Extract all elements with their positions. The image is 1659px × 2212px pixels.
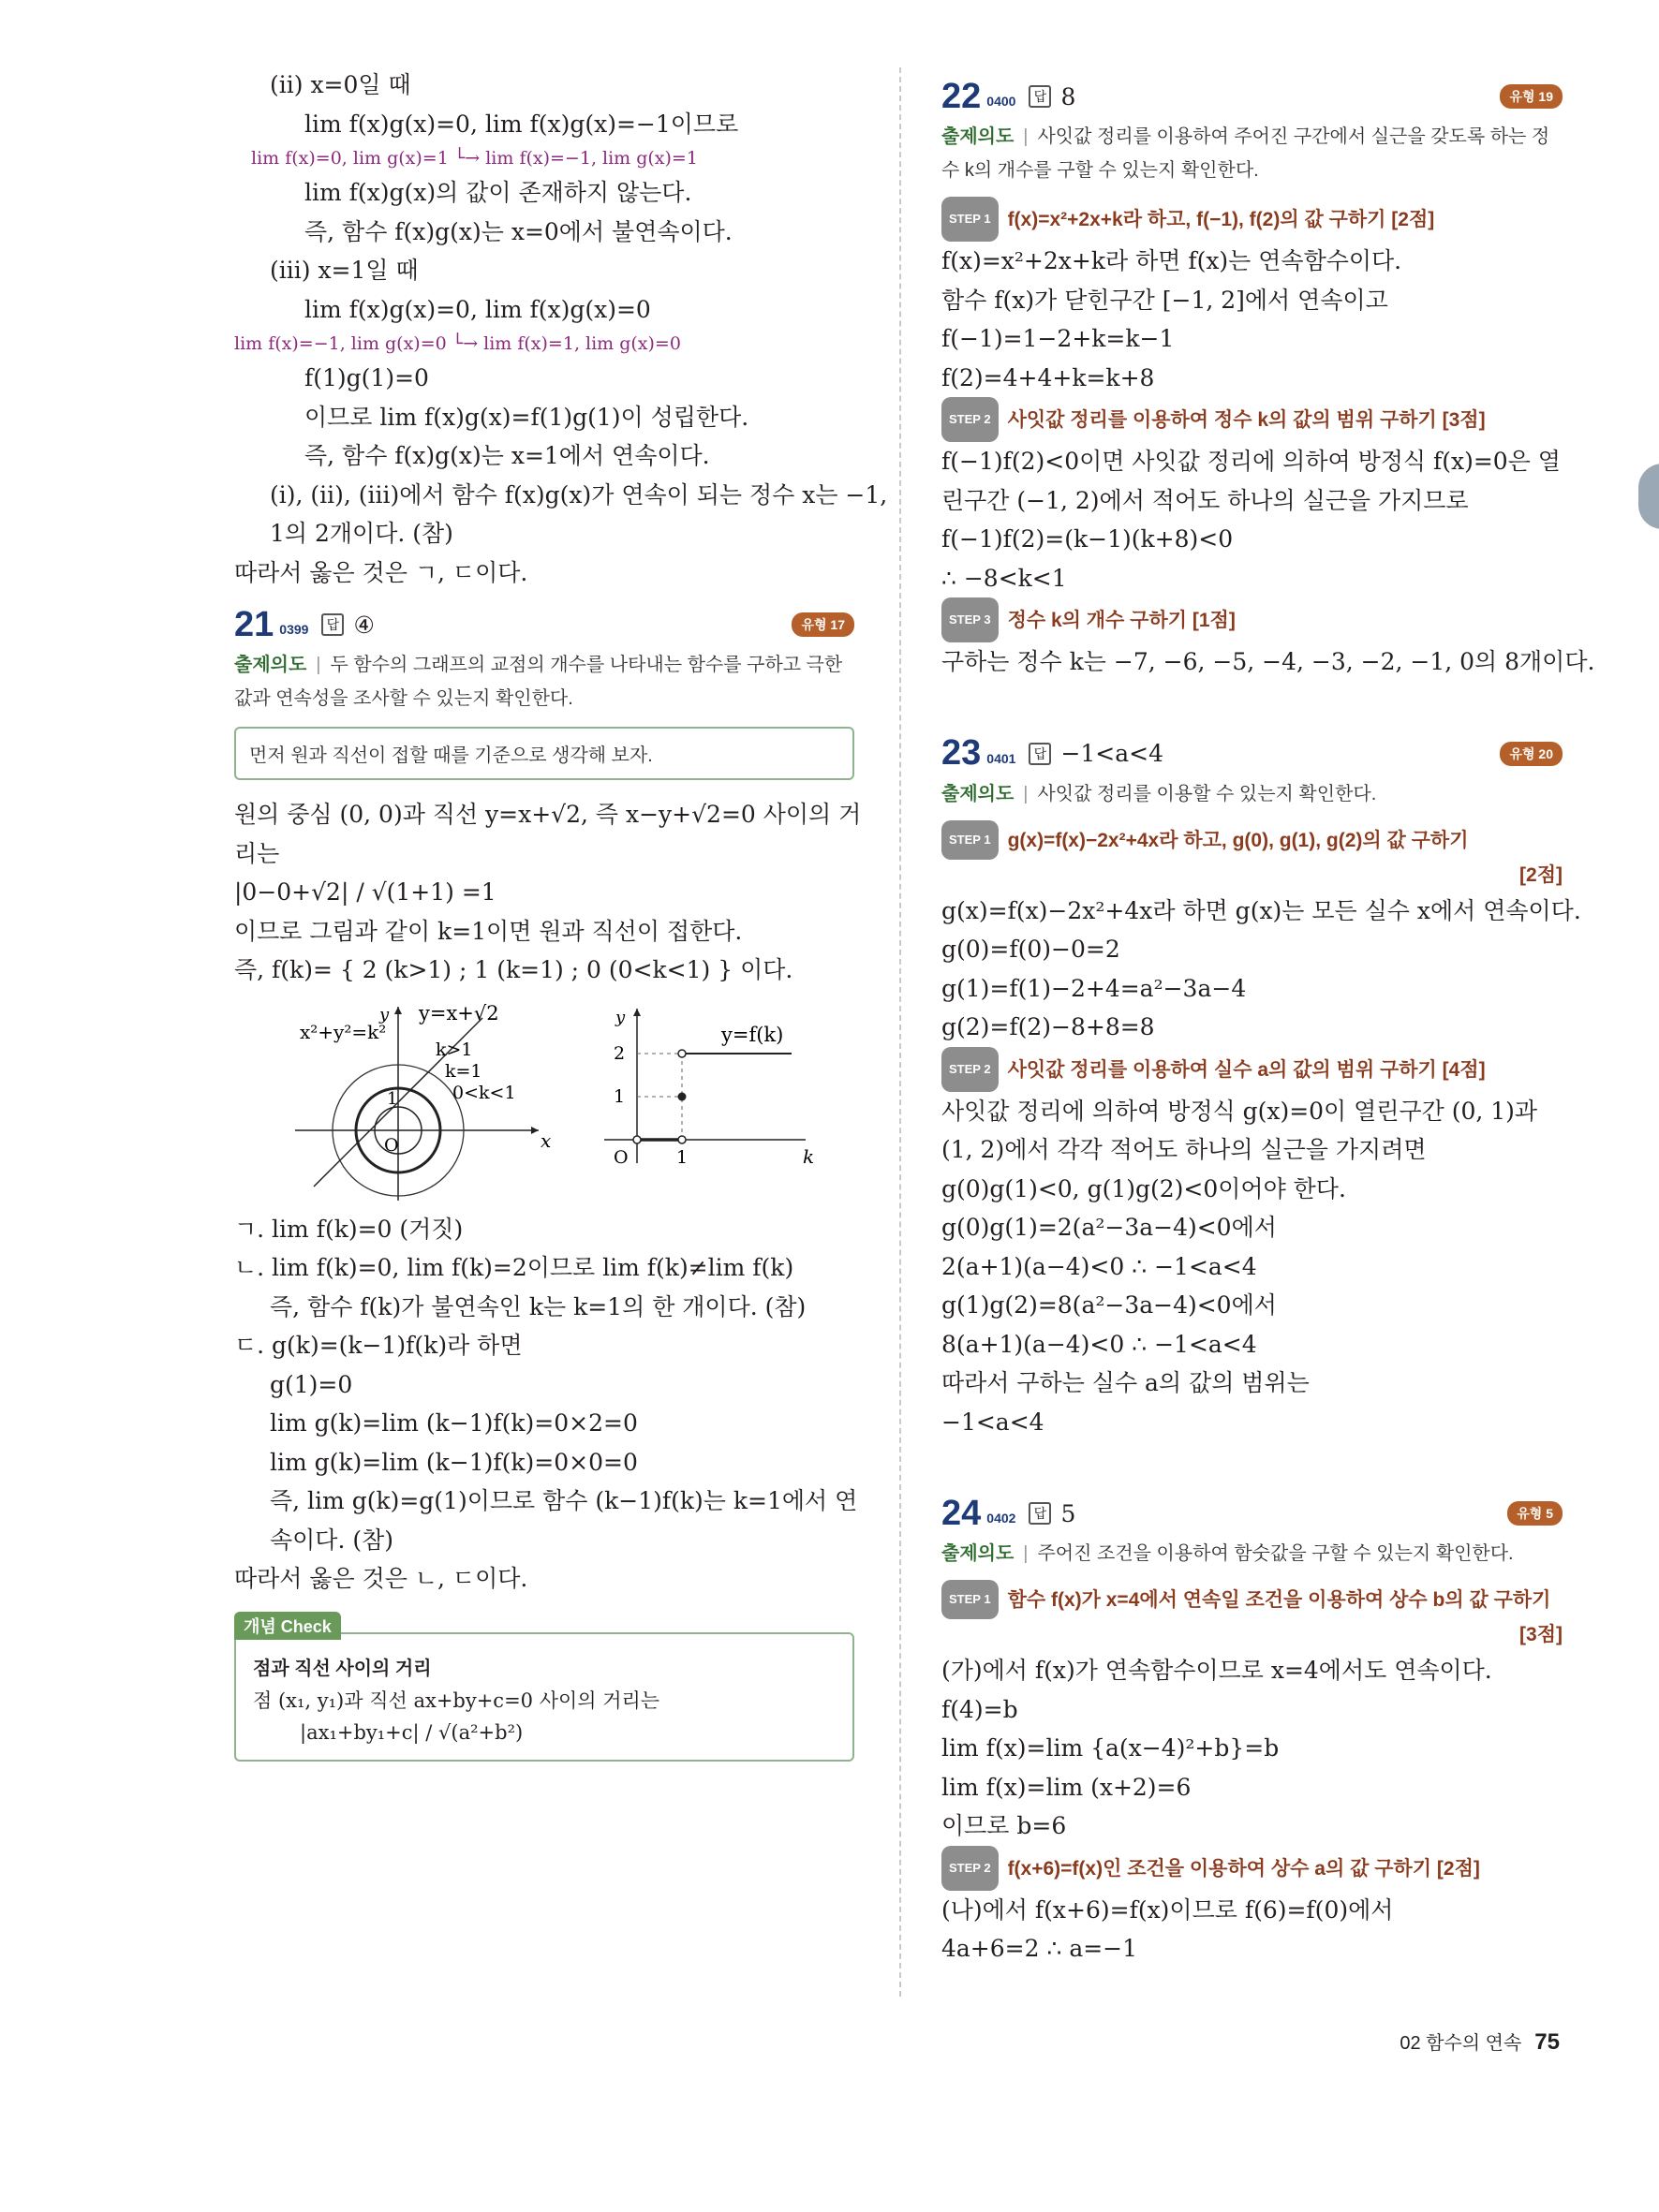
p22-line: f(−1)f(2)=(k−1)(k+8)<0 [941, 525, 1234, 553]
hint-box: 먼저 원과 직선이 접할 때를 기준으로 생각해 보자. [234, 727, 854, 780]
problem-22-header [941, 73, 1563, 120]
page-number: 75 [1534, 2029, 1560, 2055]
answer-icon: 답 [321, 613, 344, 636]
function-label: y=f(k) [721, 1023, 784, 1046]
label-k-gt-1: k>1 [436, 1039, 473, 1060]
x-tick-1: 1 [676, 1146, 689, 1168]
step-title: f(x+6)=f(x)인 조건을 이용하여 상수 a의 값 구하기 [2점] [1007, 1857, 1480, 1880]
p23-line: (1, 2)에서 각각 적어도 하나의 실근을 가지려면 [941, 1136, 1427, 1163]
step-heading [941, 397, 1563, 442]
concept-body: 점 (x₁, y₁)과 직선 ax+by+c=0 사이의 거리는 [253, 1688, 660, 1712]
y-tick-2: 2 [614, 1042, 626, 1064]
problem-21-header [234, 601, 854, 648]
p20-line: (ⅱ) x=0일 때 [270, 71, 411, 98]
p20-line: 이므로 lim f(x)g(x)=f(1)g(1)이 성립한다. [304, 403, 749, 431]
p20-line: 1의 2개이다. (참) [270, 520, 453, 547]
problem-number: 24 [941, 1493, 982, 1533]
p22-line: f(2)=4+4+k=k+8 [941, 363, 1155, 391]
p23-line: g(1)g(2)=8(a²−3a−4)<0에서 [941, 1291, 1277, 1319]
p23-conclusion: −1<a<4 [941, 1408, 1044, 1436]
step-points: [3점] [1519, 1624, 1563, 1645]
p21-line: 즉, lim g(k)=g(1)이므로 함수 (k−1)f(k)는 k=1에서 연 [270, 1487, 858, 1514]
p21-graphs [234, 999, 854, 1210]
p23-line: g(2)=f(2)−8+8=8 [941, 1013, 1155, 1040]
y-tick-1: 1 [614, 1085, 626, 1107]
step-title: f(x)=x²+2x+k라 하고, f(−1), f(2)의 값 구하기 [2점] [1007, 209, 1435, 230]
circle-equation: x²+y²=k² [300, 1020, 387, 1043]
left-column [234, 66, 888, 1762]
p22-line: ∴ −8<k<1 [941, 564, 1067, 592]
problem-code: 0399 [279, 622, 309, 637]
concept-tag: 개념 Check [234, 1612, 341, 1640]
step-tag: STEP 1 [941, 197, 999, 242]
p20-conclusion: 따라서 옳은 것은 ㄱ, ㄷ이다. [234, 558, 528, 586]
p21-line: g(1)=0 [270, 1370, 353, 1398]
step-heading [941, 597, 1563, 642]
problem-24-header [941, 1490, 1563, 1537]
p23-line: 2(a+1)(a−4)<0 ∴ −1<a<4 [941, 1252, 1257, 1280]
origin-label: O [384, 1134, 399, 1156]
intent-label: 출제의도 [941, 783, 1015, 804]
answer-icon: 답 [1029, 1502, 1051, 1525]
y-axis-label: y [615, 1007, 626, 1027]
p24-line: lim f(x)=lim (x+2)=6 [941, 1773, 1192, 1801]
tick-label: 1 [387, 1088, 398, 1109]
p20-line: f(1)g(1)=0 [304, 364, 429, 391]
problem-number: 22 [941, 76, 982, 116]
p20-line: (ⅰ), (ⅱ), (ⅲ)에서 함수 f(x)g(x)가 연속이 되는 정수 x는 −1, [270, 480, 888, 509]
chapter-title: 02 함수의 연속 [1400, 2033, 1522, 2054]
p20-line: lim f(x)g(x)=0, lim f(x)g(x)=0 [304, 295, 651, 323]
p22-line: f(−1)f(2)<0이면 사잇값 정리에 의하여 방정식 f(x)=0은 열 [941, 448, 1561, 475]
intent-label: 출제의도 [941, 1543, 1015, 1564]
page-footer [1400, 2028, 1560, 2056]
answer-icon: 답 [1029, 85, 1051, 108]
p21-line: ㄱ. lim f(k)=0 (거짓) [234, 1215, 464, 1243]
type-badge: 유형 19 [1500, 84, 1563, 109]
step-tag: STEP 3 [941, 597, 999, 642]
p22-line: f(−1)=1−2+k=k−1 [941, 325, 1175, 352]
p20-line: lim f(x)g(x)의 값이 존재하지 않는다. [304, 179, 692, 206]
intent-label: 출제의도 [941, 126, 1015, 147]
p21-line: 원의 중심 (0, 0)과 직선 y=x+√2, 즉 x−y+√2=0 사이의 거 [234, 801, 862, 828]
line-equation: y=x+√2 [419, 1001, 499, 1025]
p24-conclusion: 4a+6=2 ∴ a=−1 [941, 1935, 1138, 1962]
problem-intent: 출제의도 | 사잇값 정리를 이용하여 주어진 구간에서 실근을 갖도록 하는 정수 k의 개수를 구할 수 있는지 확인한다. [941, 126, 1550, 181]
p20-margin-note: lim f(x)=0, lim g(x)=1 └→ lim f(x)=−1, lim g(x)=1 [251, 148, 698, 169]
x-axis-label: x [541, 1128, 552, 1152]
intent-text: 주어진 조건을 이용하여 함숫값을 구할 수 있는지 확인한다. [1037, 1543, 1514, 1564]
y-axis-label: y [379, 1004, 390, 1025]
problem-23-header [941, 730, 1563, 777]
label-k-lt-1: 0<k<1 [452, 1082, 516, 1103]
problem-intent: 출제의도 | 사잇값 정리를 이용할 수 있는지 확인한다. [941, 783, 1377, 804]
concept-formula: |ax₁+by₁+c| / √(a²+b²) [300, 1720, 524, 1744]
circle-line-graph [286, 999, 567, 1210]
step-tag: STEP 1 [941, 1580, 999, 1619]
p24-line: 이므로 b=6 [941, 1812, 1067, 1839]
p21-piecewise: 즉, f(k)= { 2 (k>1) ; 1 (k=1) ; 0 (0<k<1) } 이다. [234, 956, 793, 983]
origin-label: O [614, 1146, 629, 1168]
answer-value: ④ [353, 611, 375, 639]
step-title: 사잇값 정리를 이용하여 실수 a의 값의 범위 구하기 [4점] [1007, 1058, 1486, 1081]
step-title: 정수 k의 개수 구하기 [1점] [1007, 610, 1236, 631]
p21-line: ㄴ. lim f(k)=0, lim f(k)=2이므로 lim f(k)≠lim f(k) [234, 1254, 794, 1281]
p21-line: 속이다. (참) [270, 1526, 394, 1554]
step-title: 사잇값 정리를 이용하여 정수 k의 값의 범위 구하기 [3점] [1007, 409, 1486, 431]
problem-code: 0401 [986, 750, 1016, 766]
p21-line: lim g(k)=lim (k−1)f(k)=0×2=0 [270, 1409, 638, 1437]
type-badge: 유형 17 [792, 612, 854, 637]
p22-line: f(x)=x²+2x+k라 하면 f(x)는 연속함수이다. [941, 247, 1402, 274]
p23-line: 사잇값 정리에 의하여 방정식 g(x)=0이 열린구간 (0, 1)과 [941, 1097, 1538, 1125]
problem-intent: 출제의도 | 주어진 조건을 이용하여 함숫값을 구할 수 있는지 확인한다. [941, 1543, 1514, 1564]
p23-line: g(0)g(1)<0, g(1)g(2)<0이어야 한다. [941, 1174, 1346, 1202]
problem-code: 0400 [986, 94, 1016, 109]
p22-conclusion: 구하는 정수 k는 −7, −6, −5, −4, −3, −2, −1, 0의 8개이다. [941, 648, 1595, 675]
column-divider [899, 67, 901, 1997]
p24-line: (가)에서 f(x)가 연속함수이므로 x=4에서도 연속이다. [941, 1657, 1492, 1684]
right-column [941, 66, 1595, 1969]
answer-value: −1<a<4 [1060, 740, 1163, 767]
p20-line: 즉, 함수 f(x)g(x)는 x=1에서 연속이다. [304, 442, 710, 469]
intent-text: 사잇값 정리를 이용할 수 있는지 확인한다. [1037, 783, 1377, 804]
answer-value: 5 [1060, 1499, 1076, 1527]
step-title: 함수 f(x)가 x=4에서 연속일 조건을 이용하여 상수 b의 값 구하기 [1007, 1589, 1551, 1611]
chapter-edge-tab [1638, 464, 1659, 529]
p23-line: g(0)=f(0)−0=2 [941, 936, 1120, 963]
p23-line: 8(a+1)(a−4)<0 ∴ −1<a<4 [941, 1330, 1257, 1358]
step-heading [941, 1846, 1563, 1891]
p23-line: g(x)=f(x)−2x²+4x라 하면 g(x)는 모든 실수 x에서 연속이다. [941, 896, 1581, 924]
p24-line: f(4)=b [941, 1695, 1018, 1723]
intent-text: 두 함수의 그래프의 교점의 개수를 나타내는 함수를 구하고 극한값과 연속성을 조사할 수 있는지 확인한다. [234, 655, 843, 709]
p21-line: |0−0+√2| / √(1+1) =1 [234, 878, 496, 906]
p21-line: ㄷ. g(k)=(k−1)f(k)라 하면 [234, 1332, 523, 1359]
step-title: g(x)=f(x)−2x²+4x라 하고, g(0), g(1), g(2)의 값 구하기 [1007, 829, 1469, 851]
step-points: [2점] [1519, 863, 1563, 886]
p20-line: 즉, 함수 f(x)g(x)는 x=0에서 불연속이다. [304, 217, 733, 245]
p23-line: g(0)g(1)=2(a²−3a−4)<0에서 [941, 1214, 1277, 1241]
step-heading [941, 197, 1563, 242]
step-heading [941, 1047, 1563, 1092]
answer-icon: 답 [1029, 743, 1051, 765]
label-k-eq-1: k=1 [445, 1060, 482, 1082]
p20-margin-note: lim f(x)=−1, lim g(x)=0 └→ lim f(x)=1, lim g(x)=0 [234, 333, 681, 354]
type-badge: 유형 20 [1500, 742, 1563, 766]
p21-line: 즉, 함수 f(k)가 불연속인 k는 k=1의 한 개이다. (참) [270, 1292, 807, 1320]
concept-title: 점과 직선 사이의 거리 [253, 1658, 432, 1679]
p23-line: g(1)=f(1)−2+4=a²−3a−4 [941, 974, 1247, 1002]
p22-line: 린구간 (−1, 2)에서 적어도 하나의 실근을 가지므로 [941, 486, 1469, 514]
p20-line: lim f(x)g(x)=0, lim f(x)g(x)=−1이므로 [304, 110, 739, 138]
p24-line: lim f(x)=lim {a(x−4)²+b}=b [941, 1734, 1280, 1762]
p24-line: (나)에서 f(x+6)=f(x)이므로 f(6)=f(0)에서 [941, 1895, 1394, 1924]
problem-code: 0402 [986, 1511, 1016, 1526]
step-heading [941, 1580, 1563, 1619]
intent-text: 사잇값 정리를 이용하여 주어진 구간에서 실근을 갖도록 하는 정수 k의 개수를 구할 수 있는지 확인한다. [941, 126, 1550, 181]
p20-line: (ⅲ) x=1일 때 [270, 257, 419, 284]
step-tag: STEP 2 [941, 397, 999, 442]
step-heading [941, 820, 1563, 860]
p23-line: 따라서 구하는 실수 a의 값의 범위는 [941, 1369, 1310, 1396]
p21-line: 리는 [234, 839, 280, 867]
problem-number: 21 [234, 604, 274, 644]
problem-number: 23 [941, 733, 982, 773]
problem-intent: 출제의도 | 두 함수의 그래프의 교점의 개수를 나타내는 함수를 구하고 극한값과 연속성을 조사할 수 있는지 확인한다. [234, 655, 843, 709]
answer-value: 8 [1060, 82, 1076, 111]
p21-conclusion: 따라서 옳은 것은 ㄴ, ㄷ이다. [234, 1565, 528, 1592]
step-tag: STEP 1 [941, 820, 999, 860]
intent-label: 출제의도 [234, 655, 307, 675]
f-of-k-graph [595, 999, 829, 1210]
p22-line: 함수 f(x)가 닫힌구간 [−1, 2]에서 연속이고 [941, 286, 1388, 314]
p21-line: 이므로 그림과 같이 k=1이면 원과 직선이 접한다. [234, 917, 743, 945]
type-badge: 유형 5 [1507, 1501, 1563, 1526]
concept-check-box [234, 1616, 854, 1762]
step-tag: STEP 2 [941, 1047, 999, 1092]
k-axis-label: k [803, 1144, 815, 1168]
p21-line: lim g(k)=lim (k−1)f(k)=0×0=0 [270, 1448, 638, 1476]
step-tag: STEP 2 [941, 1846, 999, 1891]
